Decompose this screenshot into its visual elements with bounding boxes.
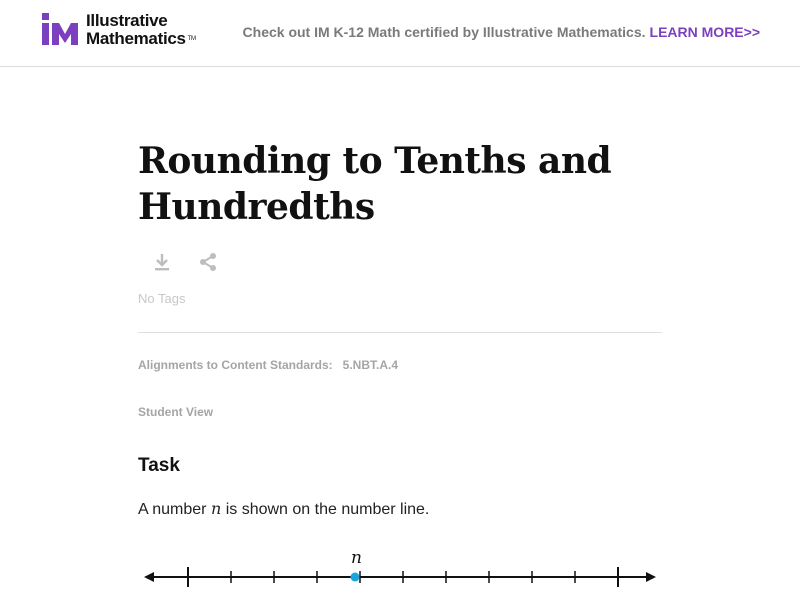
action-bar	[150, 252, 220, 276]
logo-trademark: TM	[187, 36, 196, 42]
site-header	[0, 0, 800, 67]
number-line	[140, 540, 670, 593]
point-n	[351, 573, 360, 582]
task-text	[138, 499, 429, 519]
right-arrow-icon	[646, 572, 656, 582]
page-title: Rounding to Tenths and Hundredths	[138, 140, 612, 228]
student-view-toggle[interactable]: Student View	[138, 405, 214, 419]
logo-line2: Mathematics	[86, 29, 186, 48]
standard-link[interactable]: 5.NBT.A.4	[342, 358, 399, 372]
task-text-after: is shown on the number line.	[225, 501, 430, 518]
learn-more-link[interactable]: LEARN MORE>>	[649, 24, 760, 40]
logo-wordmark	[86, 12, 196, 48]
divider	[138, 332, 662, 333]
share-button[interactable]	[196, 252, 220, 276]
left-arrow-icon	[144, 572, 154, 582]
promo-banner	[243, 24, 760, 40]
im-logo-icon	[40, 10, 82, 50]
tags-text: No Tags	[138, 291, 186, 306]
download-button[interactable]	[150, 252, 174, 276]
point-label: n	[351, 548, 362, 568]
alignments-row	[138, 358, 398, 372]
task-heading: Task	[138, 455, 180, 476]
alignments-label: Alignments to Content Standards:	[138, 358, 333, 372]
task-variable: n	[210, 499, 222, 518]
share-icon	[198, 252, 218, 277]
logo-line1: Illustrative	[86, 11, 168, 30]
im-logo[interactable]	[40, 10, 200, 50]
download-icon	[152, 252, 172, 277]
task-text-before: A number	[138, 501, 207, 518]
promo-text: Check out IM K-12 Math certified by Illustrative Mathematics.	[242, 24, 646, 40]
